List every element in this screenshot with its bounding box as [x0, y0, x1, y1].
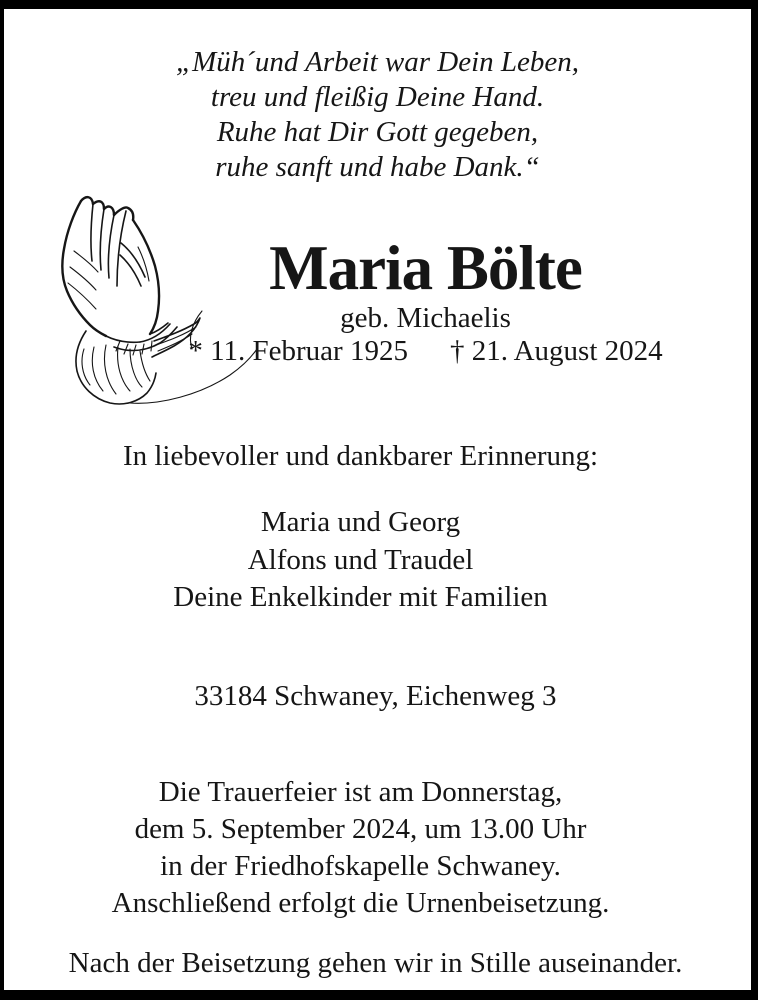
funeral-line: in der Friedhofskapelle Schwaney.: [160, 850, 561, 882]
mourner-line: Alfons und Traudel: [247, 543, 474, 576]
deceased-header: [100, 233, 751, 368]
mourners-list: [4, 504, 717, 617]
death-date: † 21. August 2024: [449, 335, 663, 367]
memorial-verse: [4, 45, 751, 185]
verse-line: ruhe sanft und habe Dank.“: [215, 151, 540, 183]
address-line: 33184 Schwaney, Eichenweg 3: [194, 680, 557, 712]
funeral-line: Anschließend erfolgt die Urnenbeisetzung.: [111, 887, 610, 919]
life-dates: [100, 335, 751, 368]
funeral-line: Die Trauerfeier ist am Donnerstag,: [158, 776, 563, 808]
maiden-name: geb. Michaelis: [340, 302, 511, 334]
verse-line: treu und fleißig Deine Hand.: [210, 81, 545, 113]
mourner-line: Deine Enkelkinder mit Familien: [173, 581, 548, 613]
funeral-line: dem 5. September 2024, um 13.00 Uhr: [134, 813, 587, 845]
remembrance-intro: In liebevoller und dankbarer Erinnerung:: [122, 440, 599, 472]
birth-date: * 11. Februar 1925: [188, 335, 408, 367]
deceased-name: Maria Bölte: [269, 233, 582, 303]
verse-line: Ruhe hat Dir Gott gegeben,: [216, 116, 539, 148]
mourner-line: Maria und Georg: [260, 506, 461, 538]
verse-line: „Müh´und Arbeit war Dein Leben,: [175, 46, 580, 78]
funeral-details: [4, 774, 717, 922]
closing-line: Nach der Beisetzung gehen wir in Stille auseinander.: [68, 947, 683, 979]
